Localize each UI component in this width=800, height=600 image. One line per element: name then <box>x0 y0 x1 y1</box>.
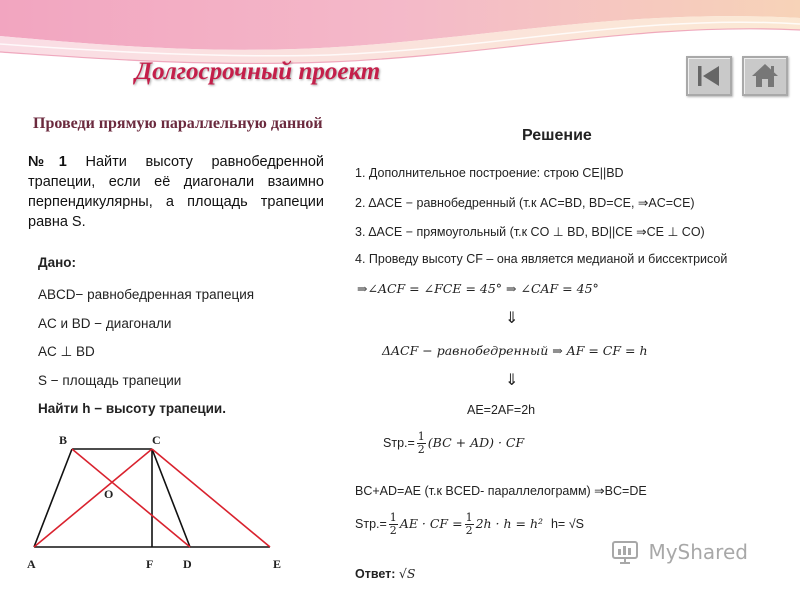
task-statement <box>28 152 324 232</box>
area-expression: (BC + AD) · CF <box>427 435 525 450</box>
area-expression: 2h · h = h² <box>475 516 544 531</box>
solution-title: Решение <box>522 127 592 144</box>
subtitle: Проведи прямую параллельную данной <box>33 115 323 132</box>
solution-step-2: 2. ΔACE − равнобедренный (т.к AC=BD, BD=CE, ⇒AC=CE) <box>355 196 695 210</box>
fraction <box>389 512 398 537</box>
task-text: Найти высоту равнобедренной трапеции, если её диагонали взаимно перпендикулярны, а площадь трапеции равна S. <box>28 154 325 230</box>
point-label-f: F <box>146 557 154 571</box>
task-number: №1 <box>28 154 67 170</box>
area-prefix: Sтр.= <box>355 517 387 531</box>
h-equation: h= √S <box>550 517 584 531</box>
area-formula-2 <box>355 512 584 537</box>
watermark <box>610 538 748 568</box>
home-button[interactable] <box>742 56 788 96</box>
solution-step-4: 4. Проведу высоту CF – она является медианой и биссектрисой <box>355 252 728 266</box>
area-expression: AE · CF = <box>399 516 463 531</box>
solution-step-1: 1. Дополнительное построение: строю CE||BD <box>355 166 624 180</box>
answer-value: √S <box>398 566 416 581</box>
previous-slide-button[interactable] <box>686 56 732 96</box>
point-label-b: B <box>59 433 68 447</box>
answer-label: Ответ: <box>355 567 396 581</box>
find-statement: Найти h − высоту трапеции. <box>38 401 226 416</box>
fraction-denominator: 2 <box>389 524 397 537</box>
given-line: AC ⊥ BD <box>38 344 95 359</box>
parallelogram-statement: BC+AD=AE (т.к BCED- параллелограмм) ⇒BC=DE <box>355 484 647 498</box>
solution-step-3: 3. ΔACE − прямоугольный (т.к CO ⊥ BD, BD||CE ⇒CE ⊥ CO) <box>355 225 705 239</box>
fraction-numerator: 1 <box>465 511 473 524</box>
watermark-text: MyShared <box>648 540 748 564</box>
fraction <box>417 431 426 456</box>
ae-equation: AE=2AF=2h <box>467 403 536 417</box>
trapezoid-diagram <box>22 432 292 577</box>
point-label-a: A <box>27 557 36 571</box>
angles-equation: ⇒∠ACF = ∠FCE = 45° ⇒ ∠CAF = 45° <box>357 281 599 296</box>
fraction-denominator: 2 <box>465 524 473 537</box>
area-prefix: Sтр.= <box>383 436 415 450</box>
answer-line <box>355 566 415 581</box>
implies-arrow: ⇓ <box>505 370 519 389</box>
given-heading: Дано: <box>38 255 77 270</box>
given-line: ABCD− равнобедренная трапеция <box>38 287 255 302</box>
fraction-denominator: 2 <box>417 443 425 456</box>
given-line: S − площадь трапеции <box>38 373 182 388</box>
header-banner <box>0 0 800 95</box>
point-label-d: D <box>183 557 192 571</box>
home-icon <box>744 58 786 94</box>
myshared-logo-icon <box>610 538 640 566</box>
implies-arrow: ⇓ <box>505 308 519 327</box>
point-label-o: O <box>104 487 114 501</box>
fraction-numerator: 1 <box>389 511 397 524</box>
given-line: AC и BD − диагонали <box>38 316 172 331</box>
isosceles-statement: ΔACF − равнобедренный ⇒ AF = CF = h <box>382 343 648 358</box>
fraction <box>465 512 474 537</box>
point-label-e: E <box>273 557 282 571</box>
slide-title: Долгосрочный проект <box>135 58 381 85</box>
fraction-numerator: 1 <box>417 430 425 443</box>
banner-decoration <box>0 0 800 95</box>
skip-back-icon <box>688 58 730 94</box>
trapezoid-figure <box>22 432 292 577</box>
area-formula-1 <box>383 431 524 456</box>
point-label-c: C <box>152 433 161 447</box>
